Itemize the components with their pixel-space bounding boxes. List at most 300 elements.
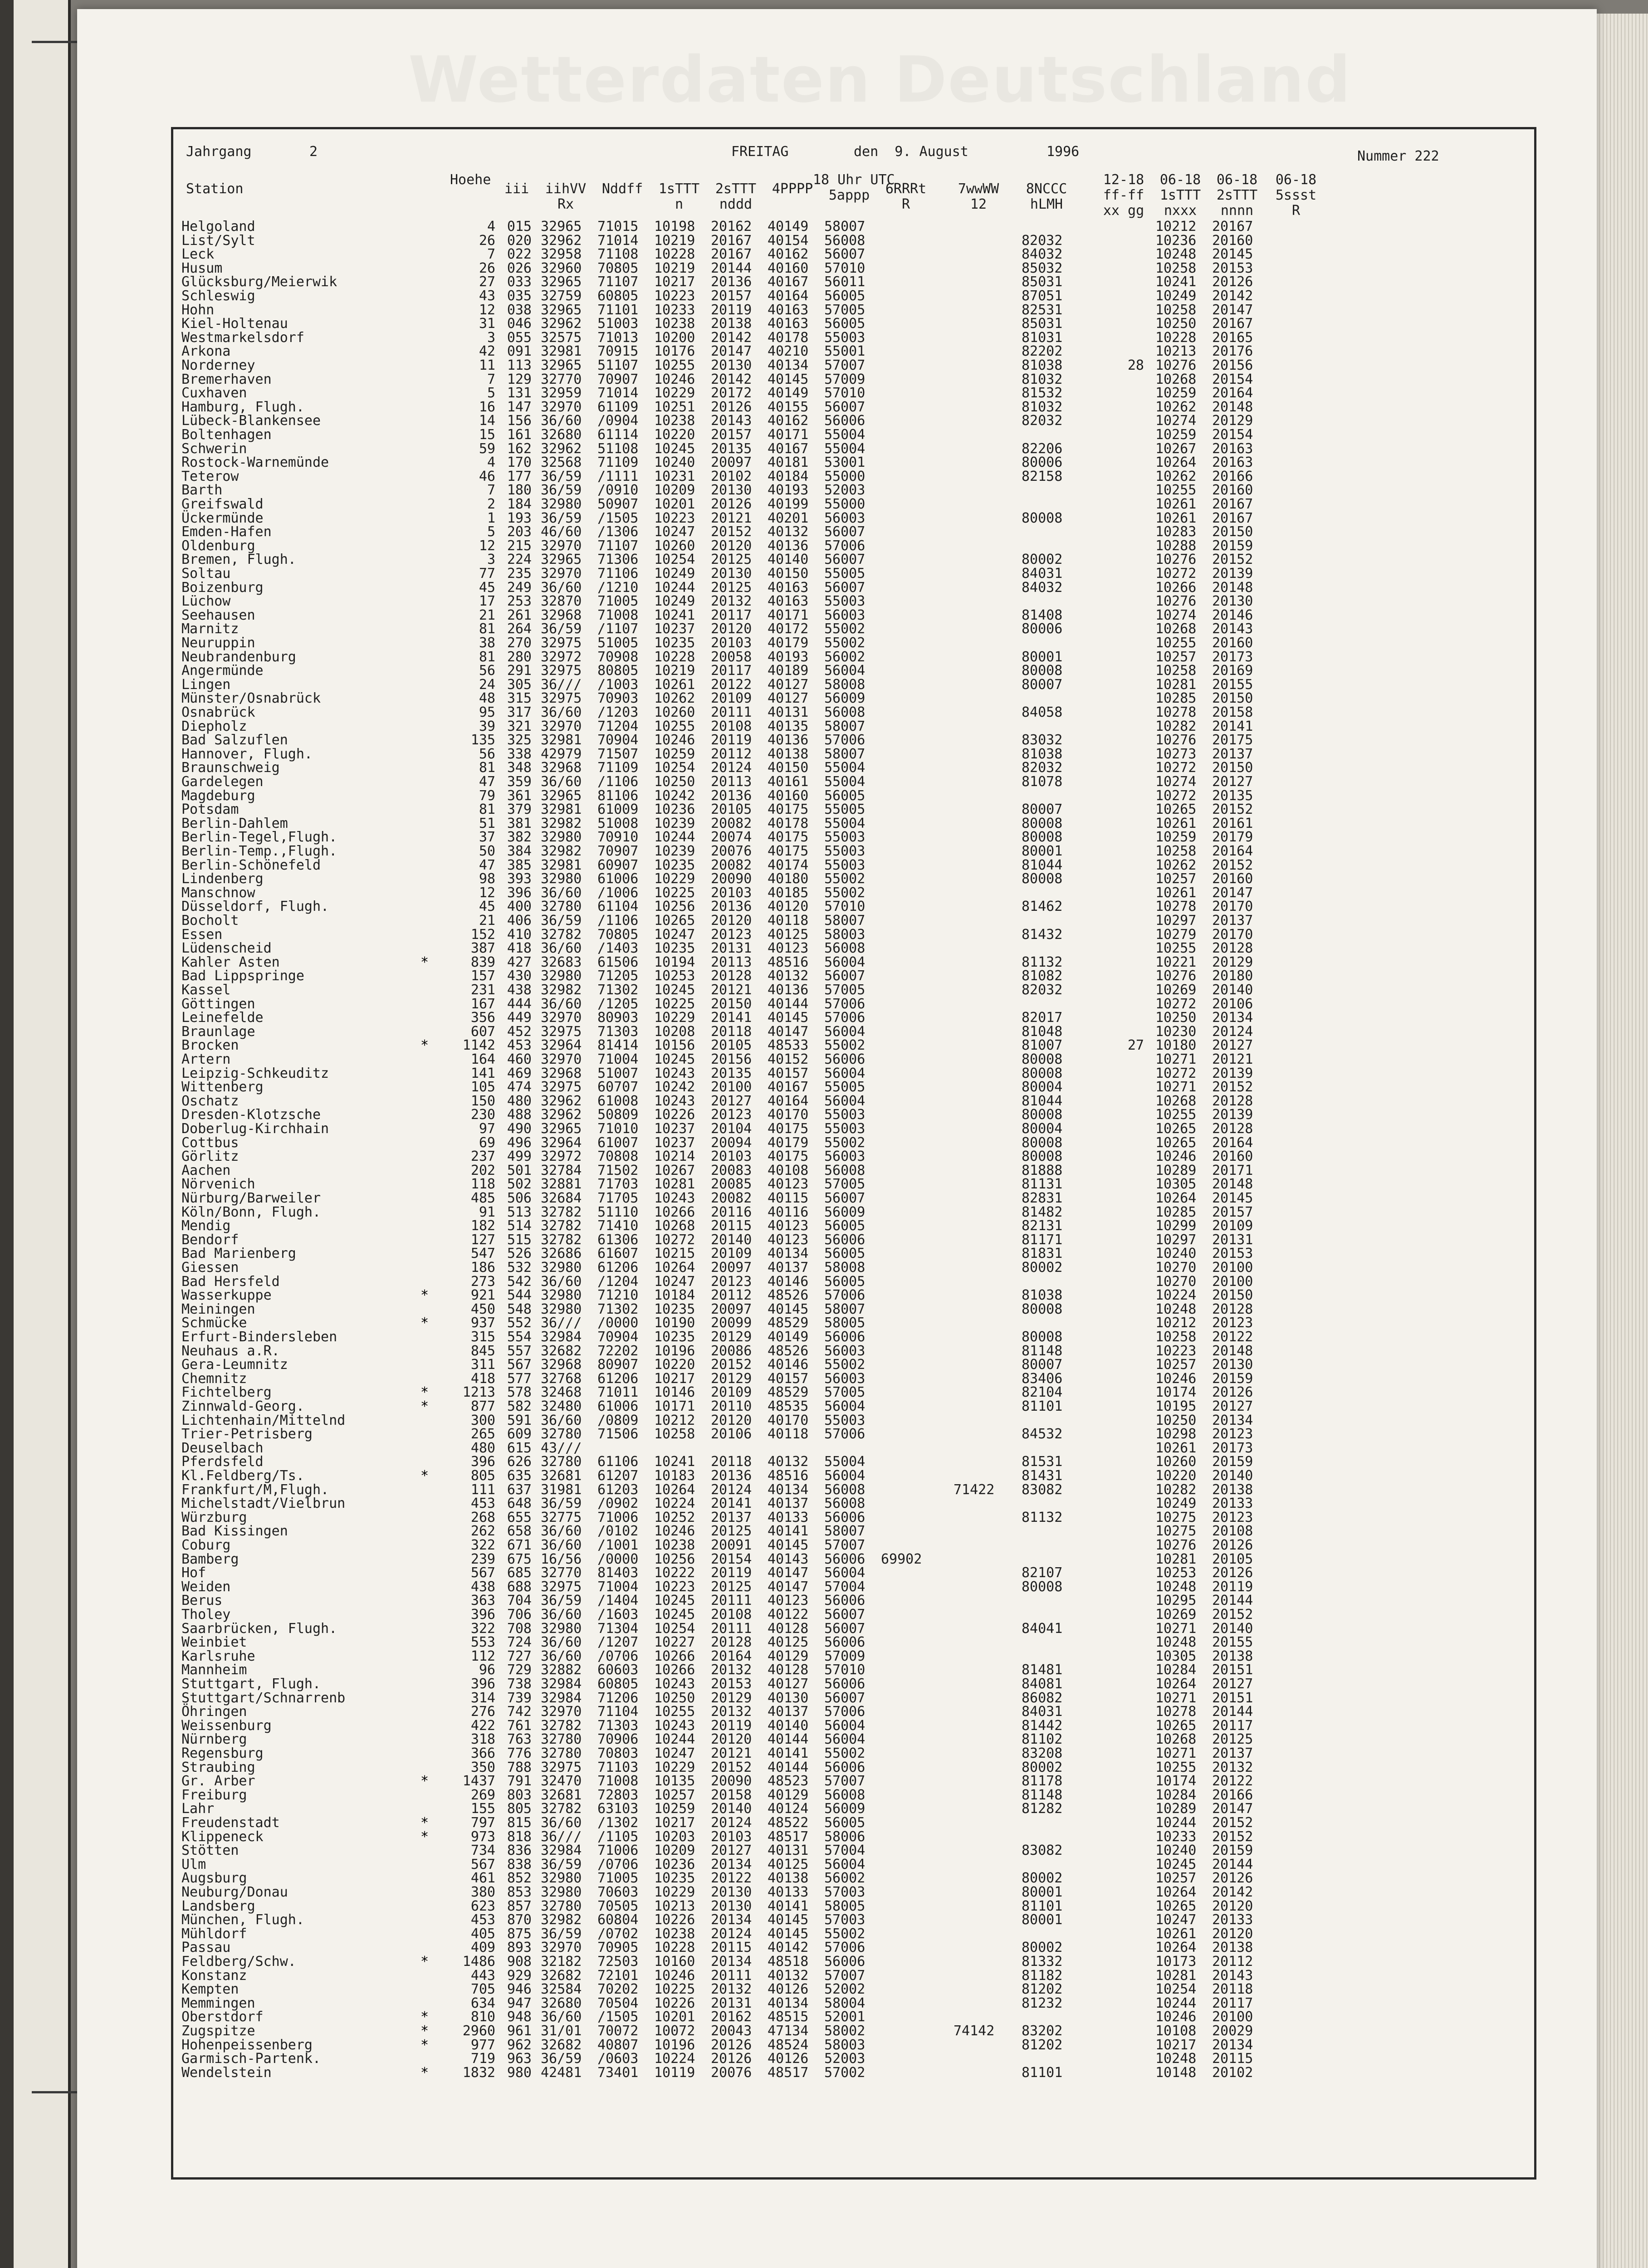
cell-nddff: /0809: [597, 1412, 639, 1428]
cell-tx: 10265: [1155, 1134, 1197, 1151]
cell-ttt1: 10237: [654, 1134, 695, 1151]
cell-hoehe: 705: [470, 1981, 495, 1998]
cell-ttt1: 10212: [654, 1412, 695, 1428]
cell-iii: 038: [507, 302, 532, 318]
cell-tn: 20169: [1212, 663, 1253, 679]
cell-ttt2: 20136: [711, 899, 752, 915]
mountain-station-marker: *: [421, 1037, 429, 1054]
cell-iii: 515: [507, 1232, 532, 1248]
cell-tn: 20140: [1212, 982, 1253, 998]
cell-nccc: 81038: [1022, 357, 1063, 373]
cell-pppp: 40132: [768, 524, 809, 540]
cell-ttt1: 10247: [654, 1745, 695, 1761]
cell-nccc: 80001: [1022, 843, 1063, 859]
cell-ttt2: 20143: [711, 413, 752, 429]
cell-ttt1: 10135: [654, 1773, 695, 1789]
cell-tx: 10261: [1155, 510, 1197, 526]
table-row: [173, 1746, 1534, 1761]
cell-ttt2: 20103: [711, 1828, 752, 1845]
cell-ttt1: 10245: [654, 1607, 695, 1623]
cell-hoehe: 186: [470, 1260, 495, 1276]
table-row: [173, 566, 1534, 582]
cell-iihvv: 32980: [541, 871, 582, 887]
cell-iihvv: 32980: [541, 1620, 582, 1637]
cell-pppp: 40152: [768, 1051, 809, 1067]
cell-pppp: 40136: [768, 538, 809, 554]
cell-appp: 56003: [824, 607, 866, 623]
cell-pppp: 40178: [768, 329, 809, 346]
cell-ttt2: 20105: [711, 1037, 752, 1054]
cell-iii: 410: [507, 926, 532, 943]
cell-pppp: 40122: [768, 1607, 809, 1623]
cell-nddff: 71014: [597, 232, 639, 249]
cell-iihvv: 32970: [541, 538, 582, 554]
cell-station: Weissenburg: [181, 1717, 272, 1734]
cell-tn: 20159: [1212, 1370, 1253, 1387]
cell-iii: 675: [507, 1551, 532, 1567]
cell-ttt2: 20131: [711, 1995, 752, 2011]
cell-tx: 10174: [1155, 1384, 1197, 1401]
cell-ttt2: 20121: [711, 510, 752, 526]
cell-hoehe: 81: [479, 760, 495, 776]
cell-iihvv: 32965: [541, 787, 582, 804]
cell-tn: 20152: [1212, 1079, 1253, 1095]
cell-iii: 557: [507, 1343, 532, 1359]
cell-iihvv: 32960: [541, 260, 582, 276]
cell-ttt1: 10156: [654, 1037, 695, 1054]
cell-iii: 947: [507, 1995, 532, 2011]
cell-iii: 156: [507, 413, 532, 429]
cell-ttt2: 20136: [711, 274, 752, 290]
cell-iihvv: 36/60: [541, 579, 582, 596]
cell-iii: 022: [507, 246, 532, 263]
cell-tn: 20144: [1212, 1704, 1253, 1720]
cell-station: Erfurt-Bindersleben: [181, 1329, 337, 1345]
cell-ttt1: 10244: [654, 579, 695, 596]
cell-iii: 469: [507, 1065, 532, 1081]
cell-ttt1: 10246: [654, 371, 695, 387]
cell-nccc: 80006: [1022, 621, 1063, 637]
cell-appp: 57007: [824, 1537, 866, 1553]
cell-nccc: 83406: [1022, 1370, 1063, 1387]
cell-appp: 58002: [824, 2023, 866, 2039]
cell-ttt2: 20140: [711, 1801, 752, 1817]
cell-tn: 20119: [1212, 1579, 1253, 1595]
cell-hoehe: 155: [470, 1801, 495, 1817]
cell-pppp: 40137: [768, 1260, 809, 1276]
cell-nccc: 81007: [1022, 1037, 1063, 1054]
cell-hoehe: 239: [470, 1551, 495, 1567]
cell-ttt2: 20119: [711, 302, 752, 318]
cell-pppp: 40126: [768, 2051, 809, 2067]
cell-ttt1: 10243: [654, 1065, 695, 1081]
cell-ttt2: 20091: [711, 1537, 752, 1553]
cell-iihvv: 36/60: [541, 940, 582, 957]
cell-station: List/Sylt: [181, 232, 255, 249]
cell-iii: 193: [507, 510, 532, 526]
cell-nccc: 80002: [1022, 1940, 1063, 1956]
cell-tx: 10268: [1155, 1093, 1197, 1109]
cell-ttt1: 10243: [654, 1093, 695, 1109]
cell-tx: 10272: [1155, 1065, 1197, 1081]
cell-tx: 10217: [1155, 2037, 1197, 2053]
cell-iihvv: 32684: [541, 1190, 582, 1206]
cell-iihvv: 32982: [541, 982, 582, 998]
cell-station: Augsburg: [181, 1870, 247, 1887]
cell-nccc: 81431: [1022, 1468, 1063, 1484]
cell-station: Kl.Feldberg/Ts.: [181, 1468, 304, 1484]
cell-station: Straubing: [181, 1759, 255, 1775]
cell-tx: 10248: [1155, 1301, 1197, 1317]
cell-iihvv: 32682: [541, 1967, 582, 1984]
cell-iihvv: 32768: [541, 1370, 582, 1387]
cell-tx: 10261: [1155, 496, 1197, 512]
cell-pppp: 40172: [768, 621, 809, 637]
cell-hoehe: 973: [470, 1828, 495, 1845]
cell-ttt1: 10160: [654, 1954, 695, 1970]
cell-hoehe: 24: [479, 676, 495, 693]
cell-iii: 513: [507, 1204, 532, 1220]
cell-ttt2: 20100: [711, 1079, 752, 1095]
cell-ttt2: 20122: [711, 1870, 752, 1887]
cell-pppp: 48515: [768, 2009, 809, 2025]
cell-tx: 10246: [1155, 1149, 1197, 1165]
cell-pppp: 40145: [768, 1010, 809, 1026]
cell-tx: 10213: [1155, 343, 1197, 360]
cell-iii: 727: [507, 1648, 532, 1664]
cell-ttt2: 20136: [711, 787, 752, 804]
cell-nddff: 60907: [597, 857, 639, 873]
cell-hoehe: 17: [479, 593, 495, 610]
cell-appp: 56008: [824, 232, 866, 249]
cell-wwww: 71422: [954, 1481, 995, 1498]
cell-tx: 10258: [1155, 843, 1197, 859]
cell-nccc: 82158: [1022, 468, 1063, 484]
cell-appp: 57007: [824, 357, 866, 373]
cell-nddff: /1403: [597, 940, 639, 957]
cell-station: Lüchow: [181, 593, 231, 610]
cell-iii: 893: [507, 1940, 532, 1956]
cell-tx: 10224: [1155, 1287, 1197, 1304]
cell-nccc: 84081: [1022, 1676, 1063, 1692]
cell-ttt1: 10246: [654, 1967, 695, 1984]
cell-ttt2: 20124: [711, 760, 752, 776]
cell-hoehe: 5: [487, 524, 495, 540]
cell-iihvv: 36/59: [541, 621, 582, 637]
cell-ttt1: 10224: [654, 1496, 695, 1512]
cell-tn: 20123: [1212, 1315, 1253, 1331]
cell-hoehe: 438: [470, 1579, 495, 1595]
cell-nddff: 70907: [597, 371, 639, 387]
table-row: [173, 1607, 1534, 1623]
cell-appp: 57010: [824, 385, 866, 401]
cell-hoehe: 42: [479, 343, 495, 360]
cell-ttt1: 10235: [654, 1870, 695, 1887]
cell-tn: 20145: [1212, 1190, 1253, 1206]
cell-ttt1: 10245: [654, 982, 695, 998]
cell-iii: 224: [507, 552, 532, 568]
cell-ttt2: 20125: [711, 552, 752, 568]
cell-appp: 55004: [824, 815, 866, 831]
cell-hoehe: 2: [487, 496, 495, 512]
cell-station: Aachen: [181, 1162, 231, 1178]
cell-iii: 552: [507, 1315, 532, 1331]
cell-nccc: 81442: [1022, 1717, 1063, 1734]
cell-iii: 739: [507, 1690, 532, 1706]
cell-ttt1: 10252: [654, 1509, 695, 1525]
cell-tn: 20173: [1212, 1440, 1253, 1456]
cell-tx: 10236: [1155, 232, 1197, 249]
cell-ttt1: 10215: [654, 1246, 695, 1262]
cell-ttt1: 10249: [654, 566, 695, 582]
cell-nccc: 81202: [1022, 2037, 1063, 2053]
cell-iihvv: 32964: [541, 1037, 582, 1054]
cell-nddff: 73401: [597, 2064, 639, 2081]
cell-nccc: 80001: [1022, 1912, 1063, 1928]
cell-tn: 20126: [1212, 1870, 1253, 1887]
cell-pppp: 40164: [768, 288, 809, 304]
cell-tn: 20128: [1212, 1093, 1253, 1109]
cell-iihvv: 32870: [541, 593, 582, 610]
cell-tx: 10299: [1155, 1218, 1197, 1234]
cell-tx: 10254: [1155, 1981, 1197, 1998]
cell-iii: 857: [507, 1898, 532, 1914]
cell-nccc: 83202: [1022, 2023, 1063, 2039]
cell-tx: 10233: [1155, 1828, 1197, 1845]
cell-station: Passau: [181, 1940, 231, 1956]
cell-tx: 10258: [1155, 1329, 1197, 1345]
cell-hoehe: 46: [479, 468, 495, 484]
cell-nccc: 81102: [1022, 1731, 1063, 1748]
cell-appp: 56005: [824, 1218, 866, 1234]
cell-appp: 56008: [824, 940, 866, 957]
cell-station: Essen: [181, 926, 223, 943]
cell-nccc: 81078: [1022, 774, 1063, 790]
cell-tn: 20163: [1212, 455, 1253, 471]
cell-ttt1: 10247: [654, 1273, 695, 1290]
cell-ttt1: 10235: [654, 635, 695, 651]
cell-hoehe: 553: [470, 1634, 495, 1651]
cell-appp: 56007: [824, 579, 866, 596]
cell-nccc: 81178: [1022, 1773, 1063, 1789]
cell-pppp: 48529: [768, 1384, 809, 1401]
cell-pppp: 40142: [768, 1940, 809, 1956]
cell-pppp: 48533: [768, 1037, 809, 1054]
cell-iihvv: 16/56: [541, 1551, 582, 1567]
cell-hoehe: 380: [470, 1884, 495, 1900]
cell-tn: 20160: [1212, 1149, 1253, 1165]
cell-appp: 58005: [824, 1898, 866, 1914]
cell-pppp: 48523: [768, 1773, 809, 1789]
cell-ttt1: 10217: [654, 274, 695, 290]
cell-tn: 20130: [1212, 1357, 1253, 1373]
cell-iii: 496: [507, 1134, 532, 1151]
cell-ttt1: 10223: [654, 288, 695, 304]
cell-nddff: /0706: [597, 1856, 639, 1872]
cell-station: Wendelstein: [181, 2064, 272, 2081]
cell-ttt2: 20120: [711, 538, 752, 554]
cell-nddff: 70908: [597, 649, 639, 665]
cell-iihvv: 36/59: [541, 510, 582, 526]
cell-nddff: 71013: [597, 329, 639, 346]
cell-hoehe: 276: [470, 1704, 495, 1720]
cell-ttt1: 10225: [654, 885, 695, 901]
cell-station: Brocken: [181, 1037, 239, 1054]
cell-appp: 53001: [824, 455, 866, 471]
cell-hoehe: 265: [470, 1426, 495, 1442]
cell-tx: 10248: [1155, 1634, 1197, 1651]
cell-pppp: 40141: [768, 1898, 809, 1914]
cell-ttt2: 20082: [711, 857, 752, 873]
cell-iii: 315: [507, 690, 532, 707]
cell-tx: 10281: [1155, 1967, 1197, 1984]
cell-ttt2: 20150: [711, 996, 752, 1012]
cell-nddff: 71107: [597, 274, 639, 290]
cell-nccc: 80008: [1022, 1301, 1063, 1317]
cell-tx: 10173: [1155, 1954, 1197, 1970]
cell-hoehe: 47: [479, 774, 495, 790]
cell-station: Mendig: [181, 1218, 231, 1234]
cell-pppp: 40150: [768, 760, 809, 776]
cell-tn: 20153: [1212, 260, 1253, 276]
cell-ttt1: 10256: [654, 899, 695, 915]
cell-hoehe: 450: [470, 1301, 495, 1317]
cell-appp: 57006: [824, 1287, 866, 1304]
cell-iii: 162: [507, 440, 532, 457]
cell-iihvv: 32980: [541, 1260, 582, 1276]
cell-pppp: 40118: [768, 1426, 809, 1442]
cell-nddff: 80903: [597, 1010, 639, 1026]
cell-hoehe: 273: [470, 1273, 495, 1290]
cell-pppp: 40141: [768, 1745, 809, 1761]
cell-station: München, Flugh.: [181, 1912, 304, 1928]
cell-nddff: 71306: [597, 552, 639, 568]
cell-iii: 763: [507, 1731, 532, 1748]
cell-tx: 10268: [1155, 371, 1197, 387]
cell-nddff: 71507: [597, 746, 639, 762]
cell-tn: 20128: [1212, 1121, 1253, 1137]
cell-iii: 177: [507, 468, 532, 484]
cell-nddff: 70903: [597, 690, 639, 707]
cell-iihvv: 36/60: [541, 885, 582, 901]
cell-ttt2: 20125: [711, 1523, 752, 1540]
cell-ttt2: 20129: [711, 1690, 752, 1706]
cell-iihvv: 32975: [541, 1023, 582, 1040]
cell-appp: 55004: [824, 760, 866, 776]
cell-ttt2: 20135: [711, 1065, 752, 1081]
cell-iii: 724: [507, 1634, 532, 1651]
cell-ttt1: 10231: [654, 468, 695, 484]
cell-station: Trier-Petrisberg: [181, 1426, 313, 1442]
cell-tn: 20132: [1212, 1759, 1253, 1775]
cell-station: Feldberg/Schw.: [181, 1954, 296, 1970]
cell-hoehe: 810: [470, 2009, 495, 2025]
cell-ttt1: 10203: [654, 1828, 695, 1845]
cell-iihvv: 32984: [541, 1690, 582, 1706]
cell-station: Norderney: [181, 357, 255, 373]
cell-ttt1: 10227: [654, 1634, 695, 1651]
cell-pppp: 40181: [768, 455, 809, 471]
cell-ttt1: 10236: [654, 802, 695, 818]
cell-nddff: 72803: [597, 1787, 639, 1803]
cell-nddff: /1107: [597, 621, 639, 637]
cell-tx: 10261: [1155, 815, 1197, 831]
cell-iihvv: 32881: [541, 1176, 582, 1193]
cell-hoehe: 547: [470, 1246, 495, 1262]
table-row: [173, 288, 1534, 304]
cell-ttt2: 20086: [711, 1343, 752, 1359]
cell-ttt1: 10244: [654, 829, 695, 846]
cell-ttt2: 20076: [711, 2064, 752, 2081]
cell-tn: 20137: [1212, 913, 1253, 929]
cell-ttt1: 10228: [654, 1940, 695, 1956]
cell-tx: 10297: [1155, 913, 1197, 929]
cell-station: Zugspitze: [181, 2023, 255, 2039]
cell-ttt1: 10196: [654, 1343, 695, 1359]
cell-nddff: 61006: [597, 871, 639, 887]
cell-nccc: 85032: [1022, 260, 1063, 276]
cell-nddff: 71108: [597, 246, 639, 263]
cell-hoehe: 1: [487, 510, 495, 526]
cell-tn: 20150: [1212, 524, 1253, 540]
cell-iihvv: 32980: [541, 968, 582, 984]
cell-ttt2: 20126: [711, 2037, 752, 2053]
cell-iihvv: 32970: [541, 1704, 582, 1720]
cell-pppp: 40141: [768, 1523, 809, 1540]
cell-ttt2: 20131: [711, 940, 752, 957]
cell-ttt2: 20119: [711, 732, 752, 748]
cell-pppp: 40147: [768, 1565, 809, 1581]
cell-ttt1: 10226: [654, 1107, 695, 1123]
cell-ttt1: 10220: [654, 1357, 695, 1373]
cell-ttt1: 10255: [654, 1704, 695, 1720]
cell-iii: 655: [507, 1509, 532, 1525]
cell-tx: 10244: [1155, 1995, 1197, 2011]
cell-iihvv: 32780: [541, 1745, 582, 1761]
cell-nccc: 81481: [1022, 1662, 1063, 1678]
cell-tn: 20147: [1212, 302, 1253, 318]
table-row: [173, 427, 1534, 443]
cell-iii: 502: [507, 1176, 532, 1193]
cell-iihvv: 36/59: [541, 1496, 582, 1512]
cell-nddff: /0706: [597, 1648, 639, 1664]
cell-iii: 444: [507, 996, 532, 1012]
cell-hoehe: 50: [479, 843, 495, 859]
cell-hoehe: 387: [470, 940, 495, 957]
cell-appp: 56009: [824, 690, 866, 707]
cell-station: Oldenburg: [181, 538, 255, 554]
cell-pppp: 40162: [768, 413, 809, 429]
cell-pppp: 48522: [768, 1815, 809, 1831]
cell-station: Michelstadt/Vielbrun: [181, 1496, 346, 1512]
cell-iihvv: 32680: [541, 427, 582, 443]
cell-hoehe: 363: [470, 1593, 495, 1609]
cell-pppp: 40134: [768, 1481, 809, 1498]
cell-pppp: 40171: [768, 427, 809, 443]
cell-iii: 671: [507, 1537, 532, 1553]
cell-iihvv: 32965: [541, 219, 582, 235]
cell-pppp: 40201: [768, 510, 809, 526]
cell-pppp: 40154: [768, 232, 809, 249]
cell-ttt2: 20124: [711, 1815, 752, 1831]
cell-tx: 10257: [1155, 649, 1197, 665]
cell-tx: 10240: [1155, 1843, 1197, 1859]
cell-nccc: 81831: [1022, 1246, 1063, 1262]
cell-nddff: 71502: [597, 1162, 639, 1178]
cell-hoehe: 1213: [462, 1384, 495, 1401]
cell-tx: 10276: [1155, 1537, 1197, 1553]
cell-iii: 382: [507, 829, 532, 846]
